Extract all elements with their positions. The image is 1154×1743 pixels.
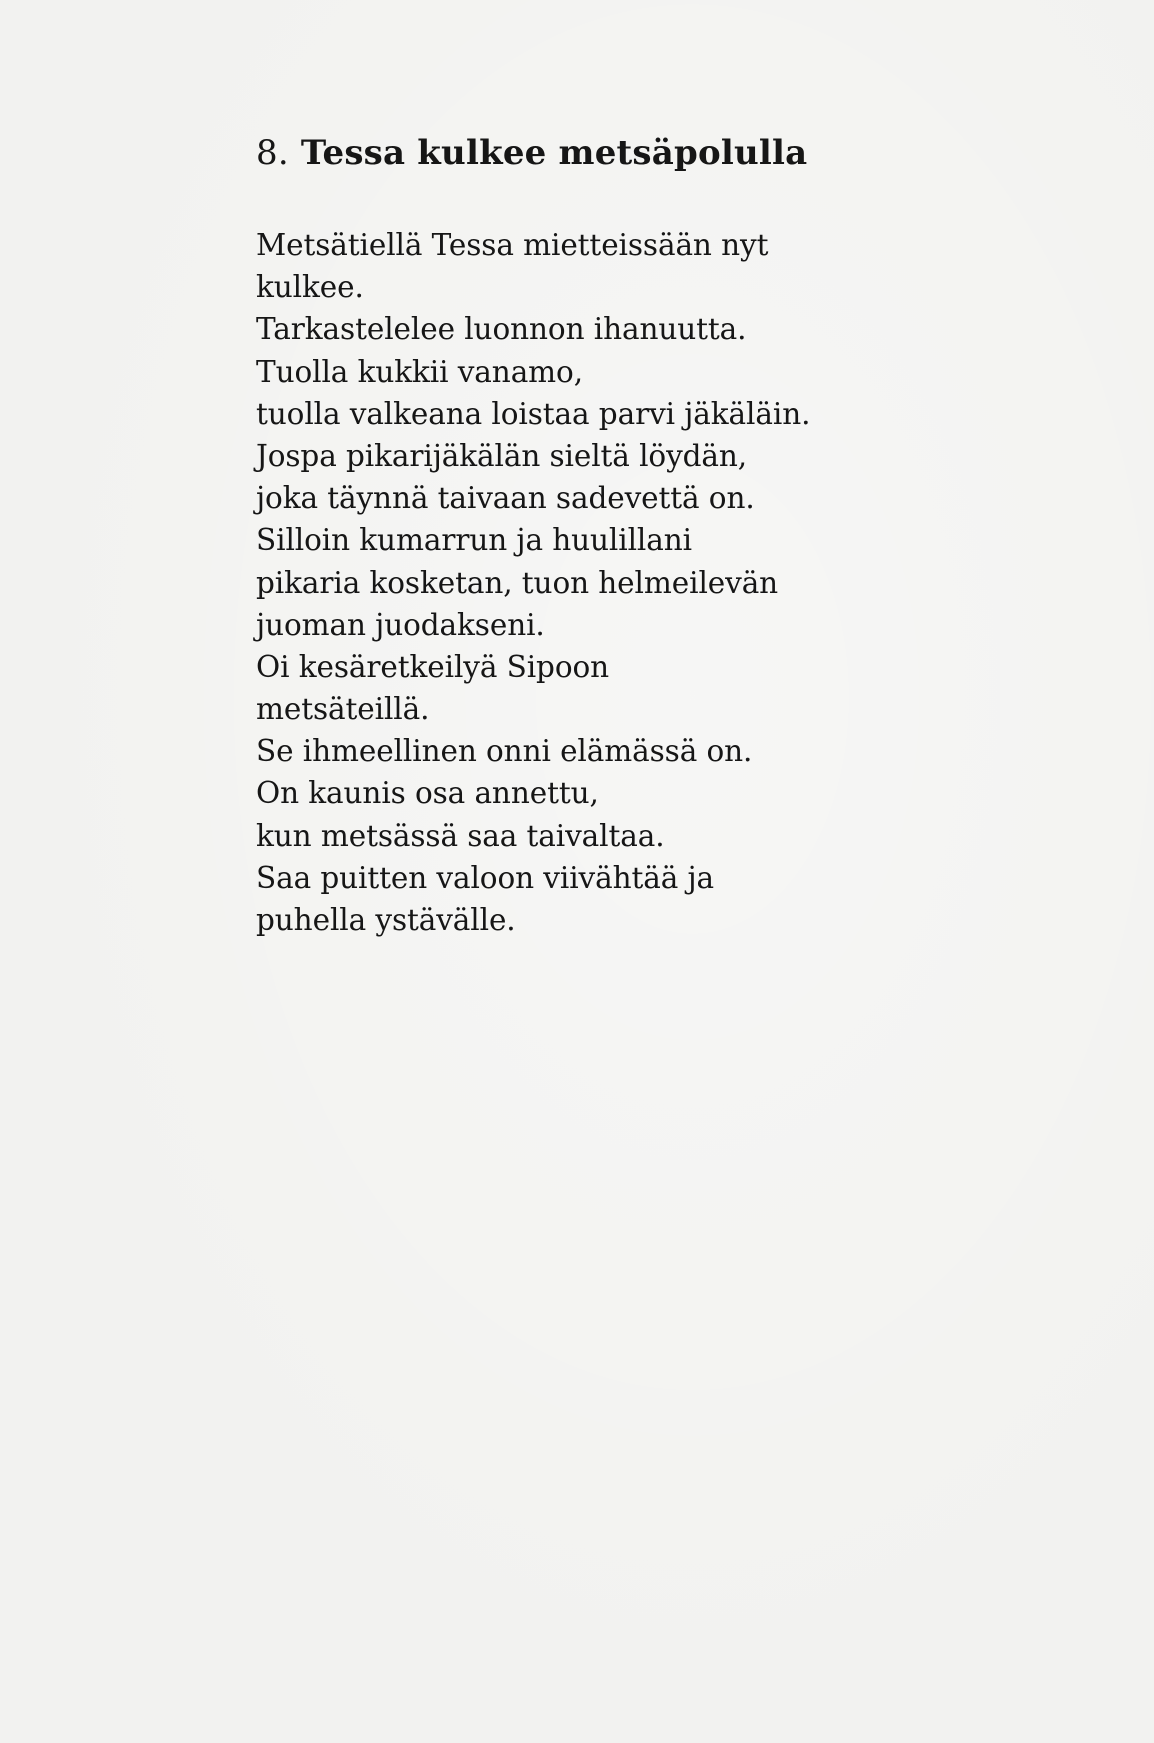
poem-line: Tuolla kukkii vanamo, (256, 354, 583, 389)
poem-line: metsäteillä. (256, 692, 430, 727)
poem-line: joka täynnä taivaan sadevettä on. (256, 481, 755, 516)
poem-line: kun metsässä saa taivaltaa. (256, 818, 665, 853)
poem-line: Tarkastelelee luonnon ihanuutta. (256, 312, 747, 347)
poem-line: Metsätiellä Tessa mietteissään nyt (256, 228, 769, 262)
poem-line: tuolla valkeana loistaa parvi jäkäläin. (256, 396, 811, 431)
poem-line: Se ihmeellinen onni elämässä on. (256, 734, 753, 769)
poem-line: pikaria kosketan, tuon helmeilevän (256, 565, 779, 600)
poem-line: Silloin kumarrun ja huulillani (256, 523, 692, 558)
poem-number: 8. (256, 133, 289, 173)
poem-line: kulkee. (256, 270, 364, 305)
poem-title-text: Tessa kulkee metsäpolulla (300, 133, 808, 173)
poem-line: On kaunis osa annettu, (256, 776, 599, 811)
poem-line: Oi kesäretkeilyä Sipoon (256, 649, 610, 684)
poem-line: Jospa pikarijäkälän sieltä löydän, (256, 438, 748, 473)
poem-line: puhella ystävälle. (256, 903, 516, 937)
poem-line: juoman juodakseni. (256, 607, 545, 642)
poem-line: Saa puitten valoon viivähtää ja (256, 860, 715, 895)
poem-body (256, 224, 876, 941)
poem-title (256, 133, 807, 174)
